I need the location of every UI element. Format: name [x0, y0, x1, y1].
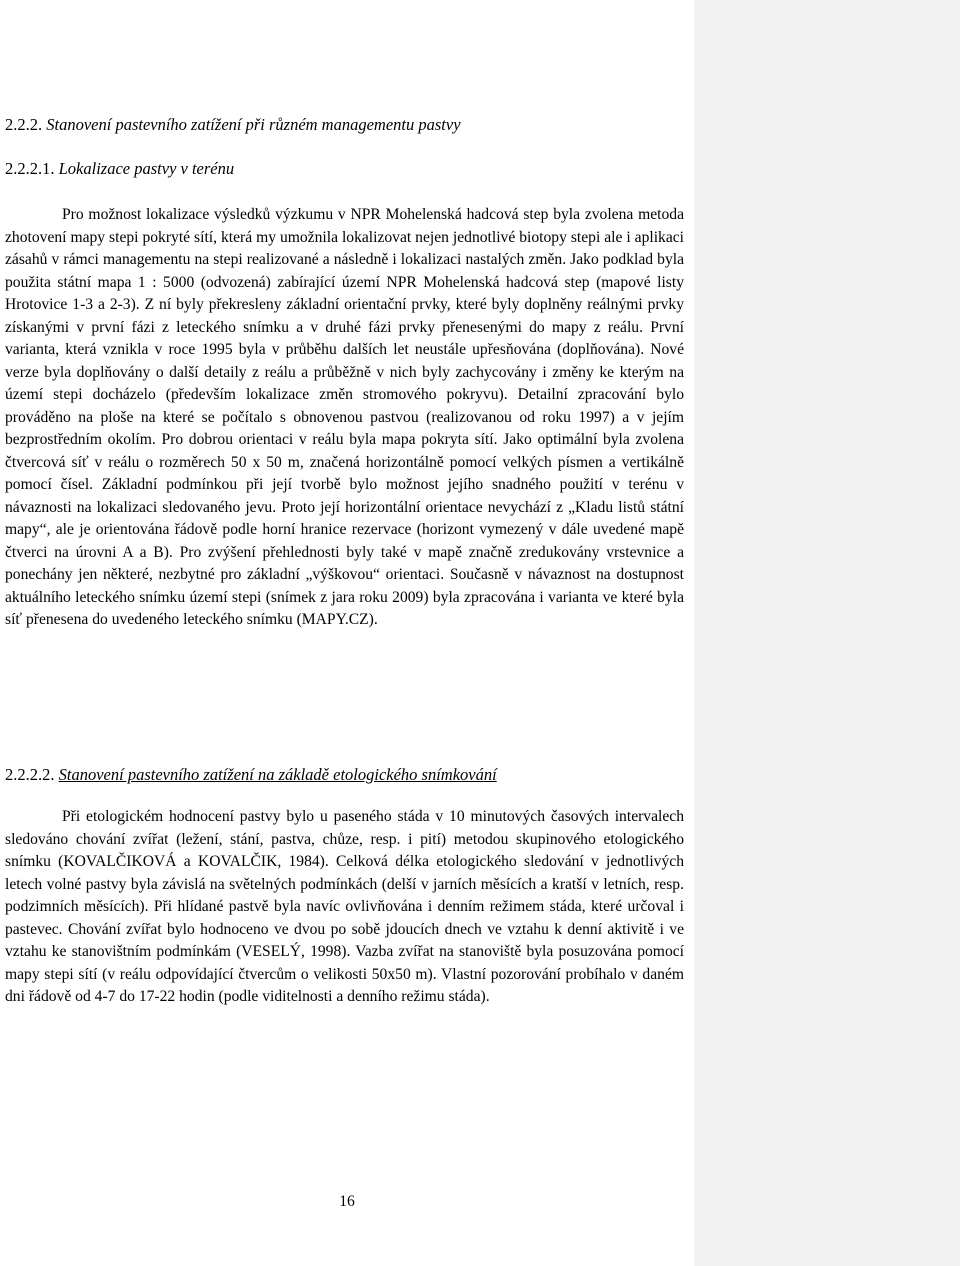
section-number: 2.2.2. — [5, 115, 43, 134]
section-title: Lokalizace pastvy v terénu — [58, 159, 235, 178]
comment-margin-panel — [694, 0, 960, 1266]
page-number: 16 — [339, 1193, 355, 1210]
body-paragraph-ethology: Při etologickém hodnocení pastvy bylo u paseného stáda v 10 minutových časových intervalech sledováno chování zvířat (ležení, stání, pastva, chůze, resp. i pití) metodou skupinového etologického snímku (KOVALČIKOVÁ a KOVALČIK, 1984). Celková délka etologického sledování v jednotlivých letech volné pastvy byla závislá na světelných podmínkách (delší v jarních měsících a kratší v letních, resp. podzimních měsících). Při hlídané pastvě byla navíc ovlivňována i denním režimem stáda, které určoval i pastevec. Chování zvířat bylo hodnoceno ve dvou po sobě jdoucích dnech ve vztahu k denní aktivitě i ve vztahu ke stanovištním podmínkám (VESELÝ, 1998). Vazba zvířat na stanoviště byla posuzována pomocí mapy stepi sítí (v reálu odpovídající čtvercům o velikosti 50x50 m). Vlastní pozorování probíhalo v daném dni řádově od 4-7 do 17-22 hodin (podle viditelnosti a denního režimu stáda). — [5, 808, 684, 1005]
section-title: Stanovení pastevního zatížení při různém managementu pastvy — [46, 115, 461, 134]
section-number: 2.2.2.1. — [5, 159, 55, 178]
section-heading-2-2-2-1 — [5, 159, 234, 179]
body-paragraph-localization: Pro možnost lokalizace výsledků výzkumu v NPR Mohelenská hadcová step byla zvolena metoda zhotovení mapy stepi pokryté sítí, která my umožnila lokalizovat nejen jednotlivé biotopy stepi ale i aplikaci zásahů v rámci managementu na stepi realizované a následně i lokalizaci nastalých změn. Jako podklad byla použita státní mapa 1 : 5000 (odvozená) zabírající území NPR Mohelenská hadcová step (mapové listy Hrotovice 1-3 a 2-3). Z ní byly překresleny základní orientační prvky, které byly doplněny reálnými prvky získanými v první fázi z leteckého snímku a v druhé fázi prvky přenesenými do mapy z reálu. První varianta, která vznikla v roce 1995 byla v průběhu dalších let neustále upřesňována (doplňována). Nové verze byla doplňovány o další detaily z reálu a průběžně v nich byly zachycovány i změny ke kterým na území stepi docházelo (především lokalizace změn stromového pokryvu). Detailní zpracování bylo prováděno na ploše na které se počítalo s obnovenou pastvou (realizovanou od roku 1997) a v jejím bezprostředním okolím. Pro dobrou orientaci v reálu byla mapa pokryta sítí. Jako optimální byla zvolena čtvercová síť v reálu o rozměrech 50 x 50 m, značená horizontálně pomocí velkých písmen a vertikálně pomocí čísel. Základní podmínkou při její tvorbě bylo možnost jejího snadného použití v terénu v návaznosti na lokalizaci sledovaného jevu. Proto její horizontální orientace nevychází z „Kladu listů státní mapy“, ale je orientována řádově podle horní hranice rezervace (horizont vymezený v dále uvedené mapě čtverci na úrovni A a B). Pro zvýšení přehlednosti byly také v mapě značně zredukovány vrstevnice a ponechány jen některé, nezbytné pro základní „výškovou“ orientaci. Současně v návaznost na dostupnost aktuálního leteckého snímku území stepi (snímek z jara roku 2009) byla zpracována i varianta ve které byla síť přenesena do uvedeného leteckého snímku (MAPY.CZ). — [5, 206, 684, 628]
section-heading-2-2-2 — [5, 115, 461, 135]
section-number: 2.2.2.2. — [5, 765, 55, 784]
section-title: Stanovení pastevního zatížení na základě etologického snímkování — [58, 765, 497, 784]
section-heading-2-2-2-2 — [5, 765, 497, 785]
